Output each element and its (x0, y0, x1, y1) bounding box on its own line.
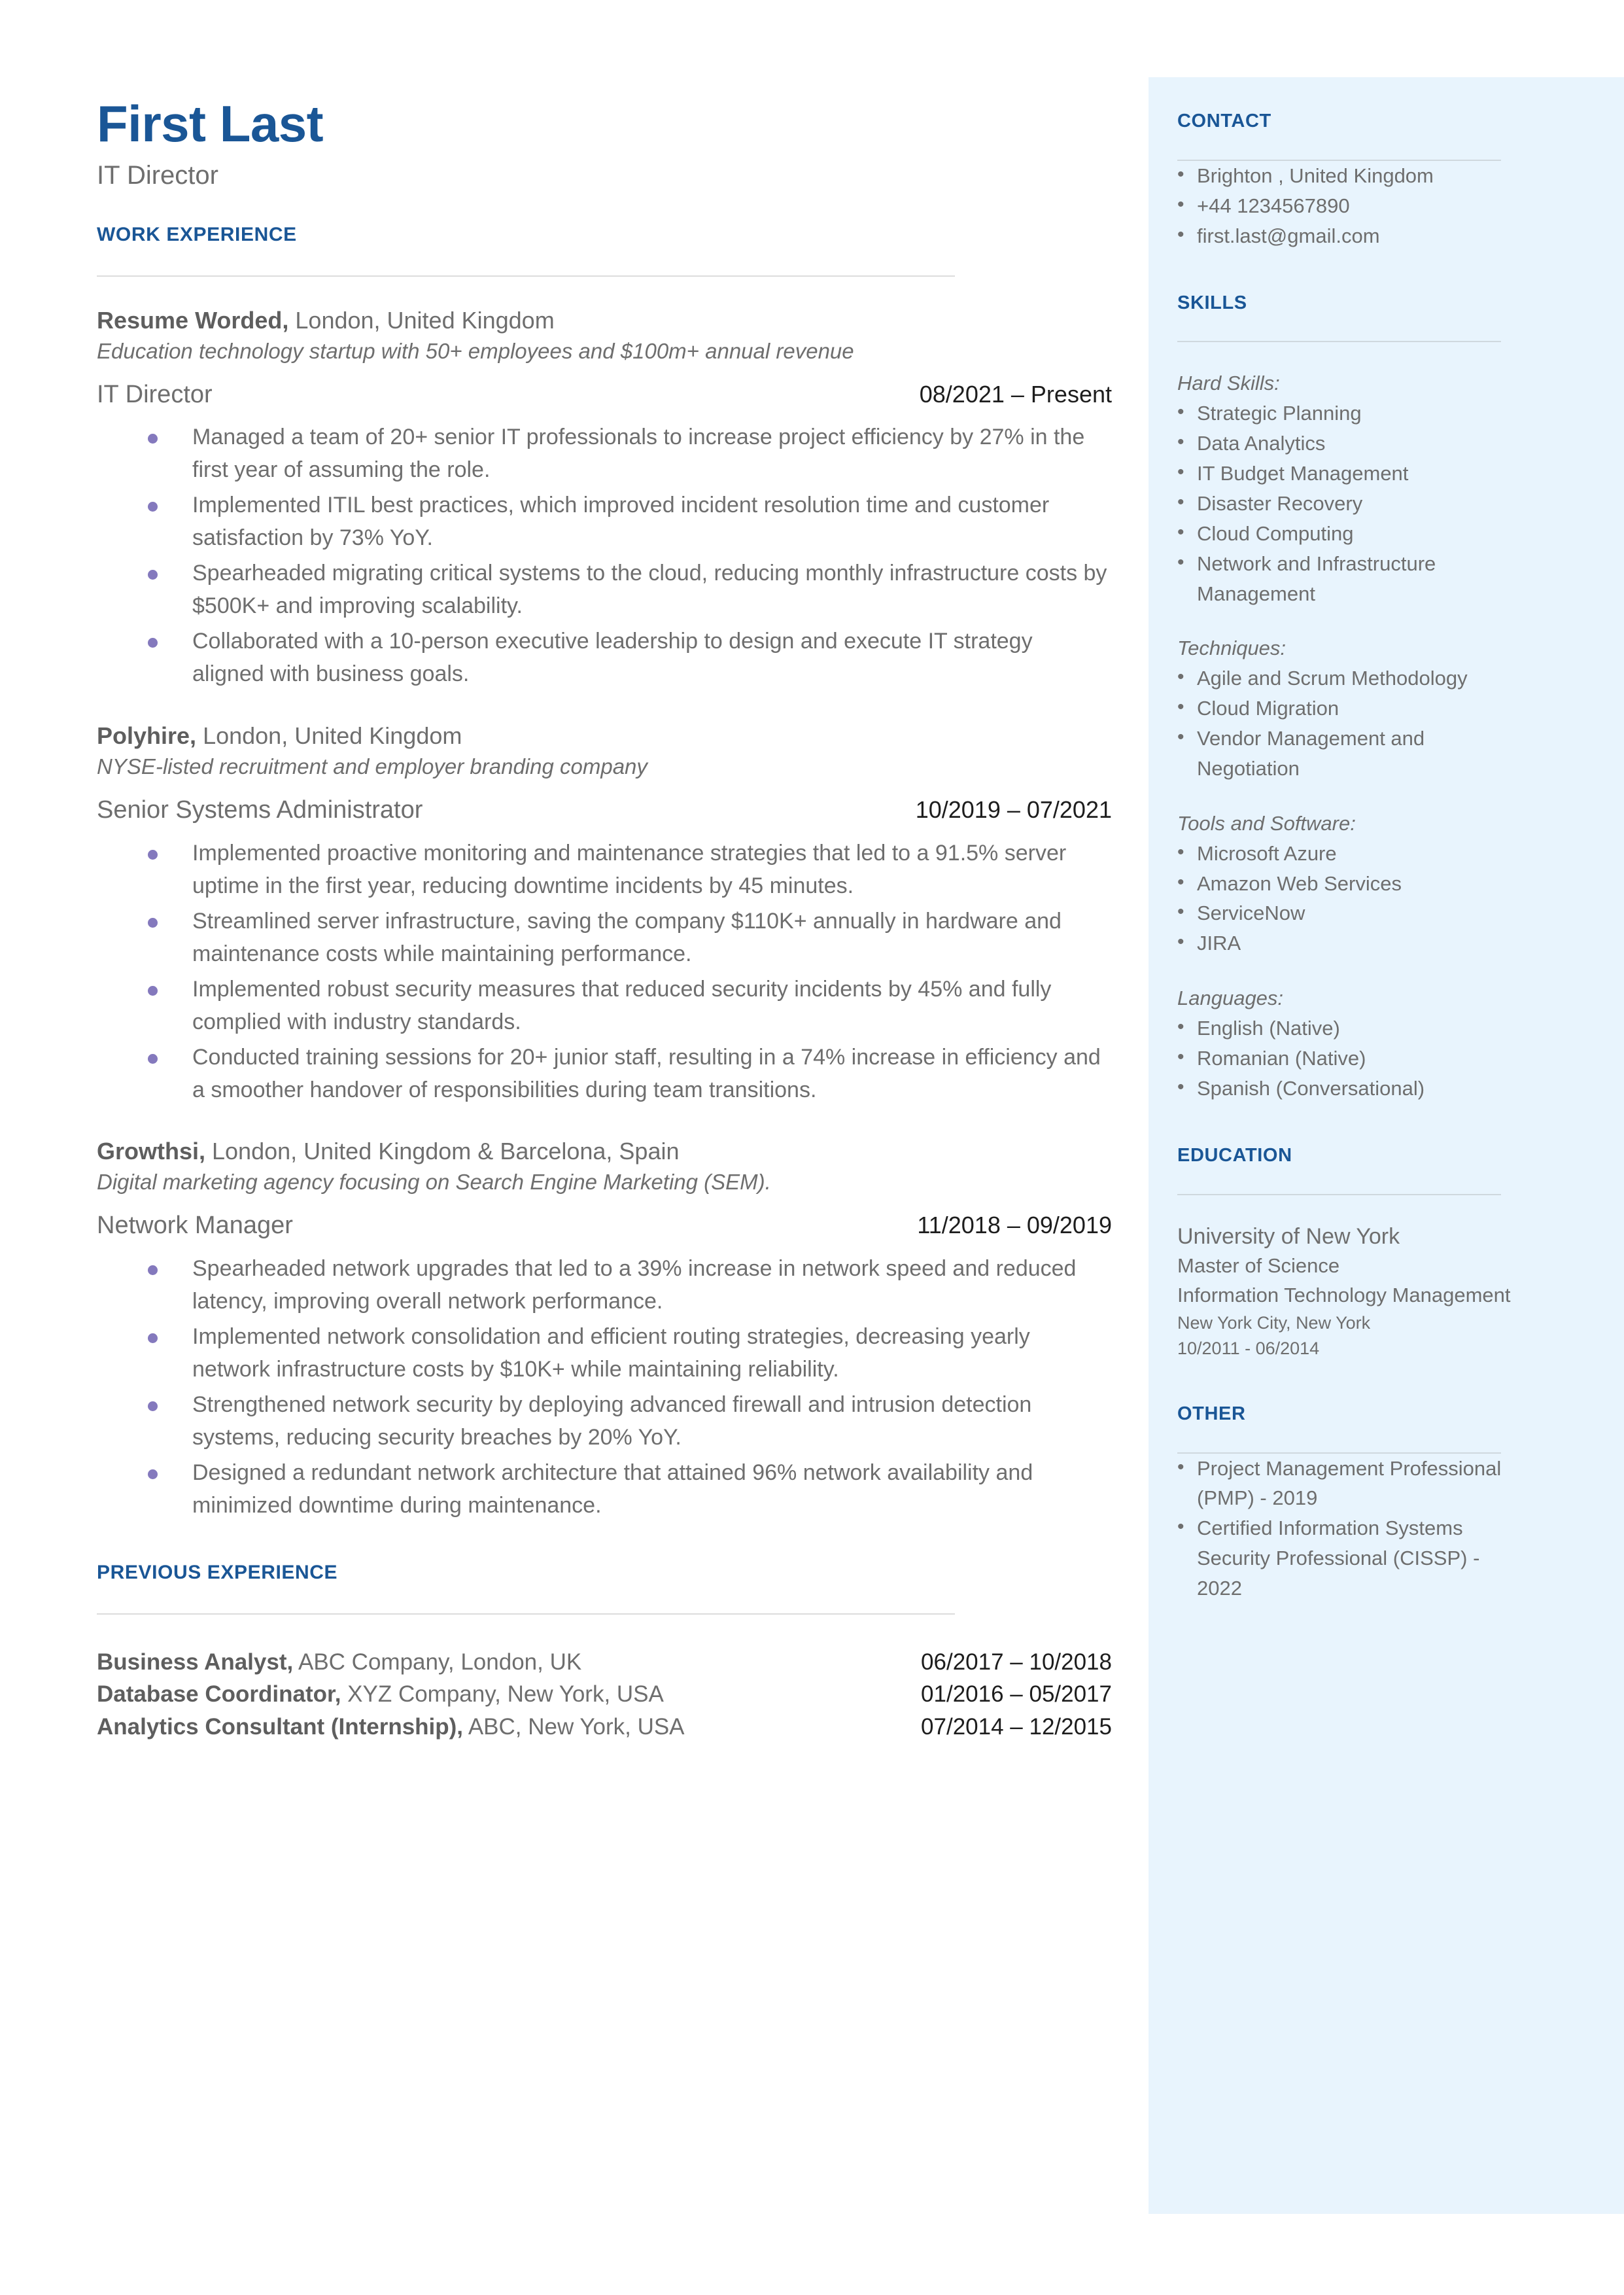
skills-section (1177, 293, 1517, 1104)
job-company-name: Polyhire, (97, 722, 197, 750)
skill-item: • Network and Infrastructure Management (1177, 549, 1517, 609)
previous-experience-label (97, 1678, 664, 1711)
job-role-row (97, 796, 1112, 826)
contact-section (1177, 111, 1517, 251)
job-company-description: Education technology startup with 50+ employees and $100m+ annual revenue (97, 339, 854, 363)
skill-item: • Vendor Management and Negotiation (1177, 724, 1517, 784)
job-bullet-item: Spearheaded migrating critical systems to the cloud, reducing monthly infrastructure costs by $500K+ and improving scalability. (192, 557, 1108, 623)
skill-group (1177, 368, 1517, 608)
section-heading-previous-experience: PREVIOUS EXPERIENCE (97, 1561, 338, 1583)
skill-group (1177, 983, 1517, 1104)
skill-groups (1177, 368, 1517, 1103)
previous-experience-label (97, 1711, 685, 1743)
job-company-line (97, 306, 1117, 335)
section-heading-work-experience: WORK EXPERIENCE (97, 224, 297, 245)
contact-item: • first.last@gmail.com (1177, 221, 1517, 251)
other-section (1177, 1404, 1517, 1603)
previous-experience-detail: XYZ Company, New York, USA (341, 1681, 664, 1708)
skill-group (1177, 633, 1517, 783)
education-section (1177, 1146, 1517, 1362)
skill-item: • Cloud Computing (1177, 519, 1517, 549)
skill-item: • Data Analytics (1177, 429, 1517, 459)
job-role-row (97, 1211, 1112, 1241)
job-company-location: London, United Kingdom (288, 307, 555, 334)
job-bullet-item: Streamlined server infrastructure, saving the company $110K+ annually in hardware and maintenance costs while maintaining performance. (192, 905, 1108, 971)
job-entry (97, 721, 1117, 1106)
job-bullet-item: Strengthened network security by deploying advanced firewall and intrusion detection systems, reducing security breaches by 20% YoY. (192, 1389, 1108, 1454)
main-content-column (97, 95, 1117, 1743)
education-dates: 10/2011 - 06/2014 (1177, 1339, 1320, 1359)
previous-experience-dates: 06/2017 – 10/2018 (921, 1649, 1112, 1675)
skill-group-label: Tools and Software: (1177, 811, 1356, 835)
previous-experience-detail: ABC, New York, USA (463, 1714, 685, 1740)
header-job-title: IT Director (97, 161, 218, 190)
skill-group-label: Languages: (1177, 987, 1284, 1010)
section-heading-skills: SKILLS (1177, 292, 1247, 313)
contact-item: • Brighton , United Kingdom (1177, 161, 1517, 191)
education-field: Information Technology Management (1177, 1284, 1511, 1307)
skill-group (1177, 809, 1517, 958)
previous-experience-section (97, 1562, 1117, 1743)
section-divider (97, 275, 955, 277)
contact-list (1177, 161, 1517, 251)
skill-list (1177, 398, 1517, 608)
skill-list (1177, 663, 1517, 784)
section-heading-contact: CONTACT (1177, 111, 1271, 131)
job-bullet-item: Spearheaded network upgrades that led to a 39% increase in network speed and reduced latency, improving overall network performance. (192, 1253, 1108, 1318)
skill-item: • JIRA (1177, 928, 1517, 958)
job-bullet-list (97, 421, 1117, 691)
job-bullet-item: Designed a redundant network architecture that attained 96% network availability and minimized downtime during maintenance. (192, 1457, 1108, 1522)
section-divider (97, 1613, 955, 1615)
skill-item: • Cloud Migration (1177, 693, 1517, 724)
previous-experience-list (97, 1646, 1117, 1743)
job-company-description: Digital marketing agency focusing on Search Engine Marketing (SEM). (97, 1170, 771, 1195)
education-location: New York City, New York (1177, 1313, 1371, 1333)
job-company-name: Growthsi, (97, 1138, 206, 1165)
job-company-location: London, United Kingdom (196, 722, 462, 750)
skill-group-label: Techniques: (1177, 637, 1287, 660)
job-dates: 11/2018 – 09/2019 (917, 1212, 1112, 1239)
job-role-title: Network Manager (97, 1212, 293, 1240)
page-title: First Last (97, 95, 324, 152)
job-role-title: Senior Systems Administrator (97, 796, 423, 824)
job-entry (97, 306, 1117, 691)
skill-item: • Amazon Web Services (1177, 869, 1517, 899)
education-degree: Master of Science (1177, 1254, 1340, 1278)
other-item: • Project Management Professional (PMP) - 2019 (1177, 1454, 1517, 1514)
previous-experience-row (97, 1711, 1112, 1743)
education-school: University of New York (1177, 1223, 1400, 1249)
jobs-container (97, 306, 1117, 1522)
job-dates: 08/2021 – Present (919, 380, 1112, 408)
skill-group-label: Hard Skills: (1177, 372, 1280, 395)
job-bullet-item: Conducted training sessions for 20+ junior staff, resulting in a 74% increase in efficiency and a smoother handover of responsibilities during team transitions. (192, 1042, 1108, 1107)
job-company-description: NYSE-listed recruitment and employer branding company (97, 754, 648, 779)
job-bullet-list (97, 1253, 1117, 1522)
job-bullet-item: Managed a team of 20+ senior IT professionals to increase project efficiency by 27% in the first year of assuming the role. (192, 421, 1108, 487)
previous-experience-label (97, 1646, 581, 1679)
job-role-row (97, 380, 1112, 410)
skill-item: • Disaster Recovery (1177, 489, 1517, 519)
job-company-line (97, 1136, 1117, 1166)
skill-item: • IT Budget Management (1177, 459, 1517, 489)
education-entry (1177, 1221, 1517, 1362)
work-experience-section (97, 224, 1117, 1522)
job-bullet-item: Implemented proactive monitoring and maintenance strategies that led to a 91.5% server uptime in the first year, reducing downtime incidents by 45 minutes. (192, 837, 1108, 903)
previous-experience-dates: 01/2016 – 05/2017 (921, 1681, 1112, 1708)
job-bullet-item: Implemented robust security measures that reduced security incidents by 45% and fully complied with industry standards. (192, 973, 1108, 1039)
previous-experience-detail: ABC Company, London, UK (293, 1649, 582, 1675)
job-dates: 10/2019 – 07/2021 (915, 796, 1112, 824)
job-bullet-list (97, 837, 1117, 1107)
skill-item: • Agile and Scrum Methodology (1177, 663, 1517, 693)
skill-item: • Romanian (Native) (1177, 1043, 1517, 1074)
skill-item: • Microsoft Azure (1177, 839, 1517, 869)
job-company-name: Resume Worded, (97, 307, 289, 334)
previous-experience-role: Business Analyst, (97, 1649, 294, 1675)
job-entry (97, 1136, 1117, 1522)
skill-list (1177, 839, 1517, 959)
skill-item: • Spanish (Conversational) (1177, 1074, 1517, 1104)
job-bullet-item: Implemented network consolidation and efficient routing strategies, decreasing yearly network infrastructure costs by $10K+ while maintaining reliability. (192, 1321, 1108, 1386)
section-divider (1177, 341, 1501, 342)
previous-experience-role: Analytics Consultant (Internship), (97, 1714, 464, 1740)
previous-experience-row (97, 1646, 1112, 1679)
skill-list (1177, 1013, 1517, 1104)
section-heading-education: EDUCATION (1177, 1144, 1292, 1166)
other-item: • Certified Information Systems Security Professional (CISSP) - 2022 (1177, 1513, 1517, 1603)
skill-item: • English (Native) (1177, 1013, 1517, 1043)
job-bullet-item: Implemented ITIL best practices, which improved incident resolution time and customer satisfaction by 73% YoY. (192, 489, 1108, 555)
job-bullet-item: Collaborated with a 10-person executive leadership to design and execute IT strategy aligned with business goals. (192, 625, 1108, 691)
section-divider (1177, 1194, 1501, 1195)
job-role-title: IT Director (97, 380, 213, 408)
contact-item: • +44 1234567890 (1177, 191, 1517, 221)
skill-item: • ServiceNow (1177, 898, 1517, 928)
job-company-location: London, United Kingdom & Barcelona, Spain (205, 1138, 680, 1165)
section-heading-other: OTHER (1177, 1403, 1246, 1424)
other-list (1177, 1454, 1517, 1603)
skill-item: • Strategic Planning (1177, 398, 1517, 429)
previous-experience-dates: 07/2014 – 12/2015 (921, 1714, 1112, 1740)
previous-experience-row (97, 1678, 1112, 1711)
sidebar-content (1177, 111, 1517, 1603)
job-company-line (97, 721, 1117, 750)
previous-experience-role: Database Coordinator, (97, 1681, 341, 1708)
